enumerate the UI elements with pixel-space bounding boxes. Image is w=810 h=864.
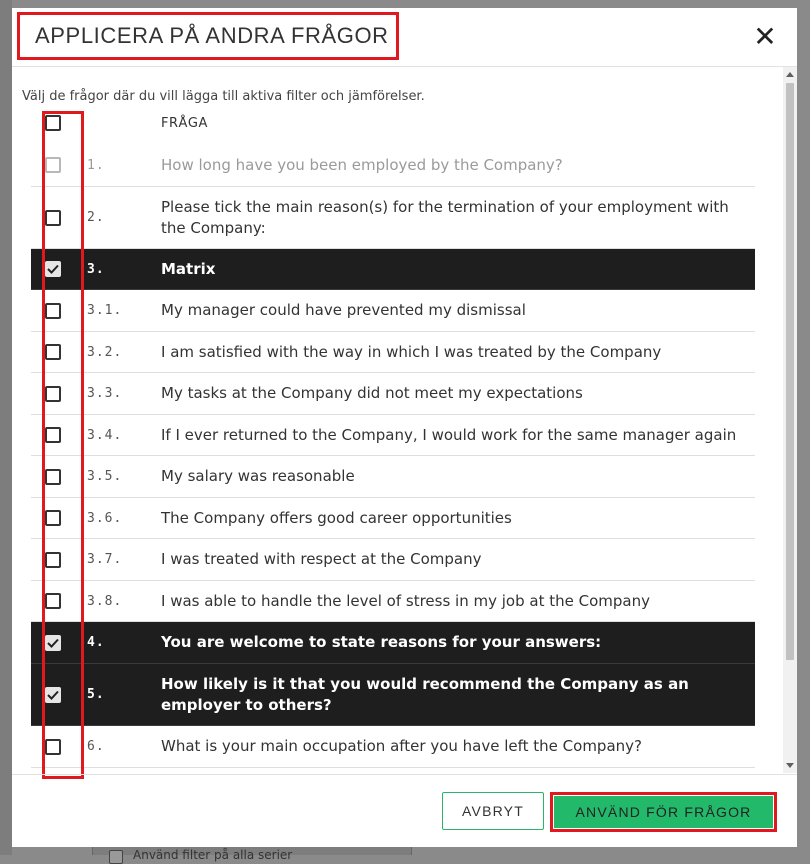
question-number: 3.6.	[87, 510, 123, 526]
question-list	[31, 144, 755, 768]
scrollbar[interactable]	[783, 67, 797, 773]
question-text: Matrix	[161, 259, 216, 278]
question-number: 3.1.	[87, 303, 123, 318]
checkbox-box	[45, 687, 61, 703]
question-number: 3.7.	[87, 552, 123, 567]
checkbox-box	[45, 386, 61, 402]
question-row[interactable]	[31, 290, 755, 332]
dialog-title: APPLICERA PÅ ANDRA FRÅGOR	[17, 12, 399, 60]
apply-to-questions-dialog	[12, 8, 797, 847]
cancel-button[interactable]: AVBRYT	[442, 792, 544, 830]
question-text: How likely is it that you would recommend the Company as an employer to others?	[161, 674, 689, 714]
question-text: Please tick the main reason(s) for the termination of your employment with the Company:	[161, 197, 729, 237]
scroll-down-arrow-icon[interactable]	[786, 763, 794, 768]
question-checkbox[interactable]	[45, 726, 61, 767]
question-row[interactable]	[31, 498, 755, 539]
question-checkbox[interactable]	[45, 622, 61, 663]
question-text: My salary was reasonable	[161, 467, 355, 485]
question-row[interactable]	[31, 373, 755, 415]
close-button[interactable]	[750, 22, 780, 52]
question-row[interactable]	[31, 726, 755, 768]
question-number: 1.	[87, 157, 105, 173]
question-number: 3.5.	[87, 469, 123, 484]
checkbox-box	[45, 261, 61, 277]
apply-button-highlight	[550, 792, 777, 832]
question-text: I was able to handle the level of stress in my job at the Company	[161, 591, 650, 610]
checkbox-box	[45, 469, 61, 485]
question-number: 3.2.	[87, 344, 123, 360]
question-checkbox[interactable]	[45, 249, 61, 289]
checkbox-box	[45, 157, 61, 173]
question-number: 5.	[87, 687, 105, 702]
question-checkbox[interactable]	[45, 456, 61, 497]
question-checkbox	[45, 144, 61, 186]
checkbox-box	[45, 510, 61, 526]
question-checkbox[interactable]	[45, 373, 61, 414]
question-number: 4.	[87, 635, 105, 650]
question-row[interactable]	[31, 187, 755, 249]
question-number: 3.8.	[87, 593, 123, 609]
question-row[interactable]	[31, 456, 755, 498]
question-number: 3.	[87, 261, 105, 277]
dialog-footer	[12, 774, 797, 847]
check-icon	[47, 264, 59, 274]
checkbox-box	[45, 303, 61, 319]
question-checkbox[interactable]	[45, 539, 61, 580]
question-checkbox[interactable]	[45, 332, 61, 372]
question-text: My tasks at the Company did not meet my expectations	[161, 384, 583, 402]
question-row[interactable]	[31, 539, 755, 581]
background-checkbox	[109, 850, 123, 864]
question-checkbox[interactable]	[45, 187, 61, 248]
close-icon: ✕	[753, 20, 777, 53]
question-row[interactable]	[31, 249, 755, 290]
column-header-question: FRÅGA	[161, 116, 208, 131]
checkbox-box	[45, 635, 61, 651]
question-number: 6.	[87, 739, 105, 754]
scroll-thumb[interactable]	[786, 83, 794, 660]
checkbox-box	[45, 552, 61, 568]
question-text: My manager could have prevented my dismissal	[161, 301, 526, 319]
question-text: If I ever returned to the Company, I would work for the same manager again	[161, 425, 737, 444]
question-row[interactable]	[31, 332, 755, 373]
question-number: 3.4.	[87, 427, 123, 443]
question-checkbox[interactable]	[45, 415, 61, 455]
apply-to-questions-button[interactable]: ANVÄND FÖR FRÅGOR	[554, 796, 773, 828]
question-checkbox[interactable]	[45, 290, 61, 331]
checkbox-box	[45, 210, 61, 226]
checkbox-box	[45, 593, 61, 609]
question-row[interactable]	[31, 415, 755, 456]
background-app-edge	[0, 0, 12, 855]
question-number: 2.	[87, 210, 105, 225]
question-checkbox[interactable]	[45, 498, 61, 538]
question-text: I am satisfied with the way in which I was treated by the Company	[161, 342, 662, 361]
scroll-up-arrow-icon[interactable]	[786, 72, 794, 77]
question-checkbox[interactable]	[45, 664, 61, 725]
checkbox-box	[45, 115, 61, 131]
question-row[interactable]	[31, 664, 755, 726]
question-text: What is your main occupation after you have left the Company?	[161, 737, 642, 755]
question-row[interactable]	[31, 144, 755, 187]
instruction-text: Välj de frågor där du vill lägga till aktiva filter och jämförelser.	[22, 89, 425, 104]
question-checkbox[interactable]	[45, 581, 61, 621]
question-row[interactable]	[31, 581, 755, 622]
question-text: How long have you been employed by the Company?	[161, 155, 563, 174]
checkbox-box	[45, 427, 61, 443]
check-icon	[47, 690, 59, 700]
question-number: 3.3.	[87, 386, 123, 401]
dialog-body	[12, 67, 782, 773]
question-text: The Company offers good career opportunities	[161, 508, 512, 527]
question-text: I was treated with respect at the Company	[161, 550, 482, 568]
checkbox-box	[45, 739, 61, 755]
dialog-header	[12, 8, 797, 67]
question-row[interactable]	[31, 622, 755, 664]
checkbox-box	[45, 344, 61, 360]
select-all-checkbox[interactable]	[45, 115, 61, 131]
background-checkbox-label: Använd filter på alla serier	[133, 848, 293, 862]
check-icon	[47, 638, 59, 648]
question-text: You are welcome to state reasons for your answers:	[161, 633, 602, 651]
